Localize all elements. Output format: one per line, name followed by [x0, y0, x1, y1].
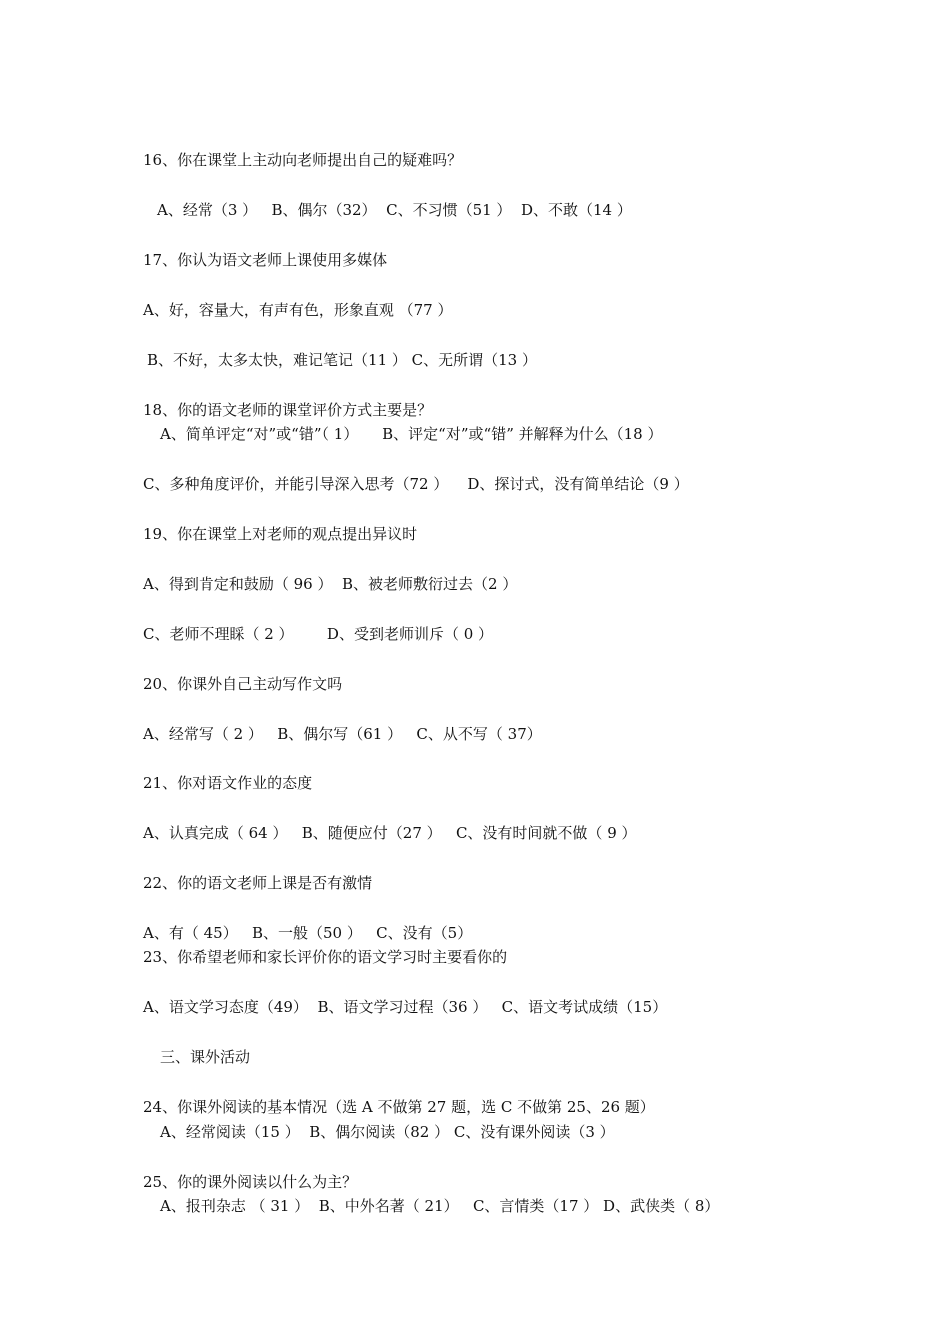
question-21: 21、你对语文作业的态度 [143, 774, 313, 792]
question-20: 20、你课外自己主动写作文吗 [143, 675, 343, 693]
answer-23-options: A、语文学习态度（49） B、语文学习过程（36 ） C、语文考试成绩（15） [143, 998, 668, 1016]
answer-21-options: A、认真完成（ 64 ） B、随便应付（27 ） C、没有时间就不做（ 9 ） [143, 824, 637, 842]
answer-16-options: A、经常（3 ） B、偶尔（32） C、不习惯（51 ） D、不敢（14 ） [157, 201, 632, 219]
question-22: 22、你的语文老师上课是否有激情 [143, 874, 373, 892]
answer-18-options-cd: C、多种角度评价，并能引导深入思考（72 ） D、探讨式，没有简单结论（9 ） [143, 475, 689, 493]
section-heading-extracurricular: 三、课外活动 [160, 1048, 251, 1066]
answer-18-options-ab: A、简单评定“对”或“错”（ 1） B、评定“对”或“错” 并解释为什么（18 ） [160, 425, 663, 443]
answer-17-option-a: A、好，容量大，有声有色，形象直观 （77 ） [143, 301, 453, 319]
question-16: 16、你在课堂上主动向老师提出自己的疑难吗？ [143, 151, 463, 169]
answer-25-options: A、报刊杂志 （ 31 ） B、中外名著（ 21） C、言情类（17 ） D、武侠类（ 8） [160, 1197, 720, 1215]
answer-19-options-ab: A、得到肯定和鼓励（ 96 ） B、被老师敷衍过去（2 ） [143, 575, 518, 593]
answer-19-options-cd: C、老师不理睬（ 2 ） D、受到老师训斥（ 0 ） [143, 625, 494, 643]
question-17: 17、你认为语文老师上课使用多媒体 [143, 251, 388, 269]
question-23: 23、你希望老师和家长评价你的语文学习时主要看你的 [143, 948, 508, 966]
answer-20-options: A、经常写（ 2 ） B、偶尔写（61 ） C、从不写（ 37） [143, 725, 542, 743]
question-25: 25、你的课外阅读以什么为主？ [143, 1173, 358, 1191]
question-19: 19、你在课堂上对老师的观点提出异议时 [143, 525, 418, 543]
answer-17-options-bc: B、不好，太多太快，难记笔记（11 ） C、无所谓（13 ） [147, 351, 537, 369]
question-18: 18、你的语文老师的课堂评价方式主要是？ [143, 401, 433, 419]
answer-24-options: A、经常阅读（15 ） B、偶尔阅读（82 ） C、没有课外阅读（3 ） [160, 1123, 615, 1141]
question-24: 24、你课外阅读的基本情况（选 A 不做第 27 题，选 C 不做第 25、26 题） [143, 1098, 655, 1116]
answer-22-options: A、有（ 45） B、一般（50 ） C、没有（5） [143, 924, 473, 942]
